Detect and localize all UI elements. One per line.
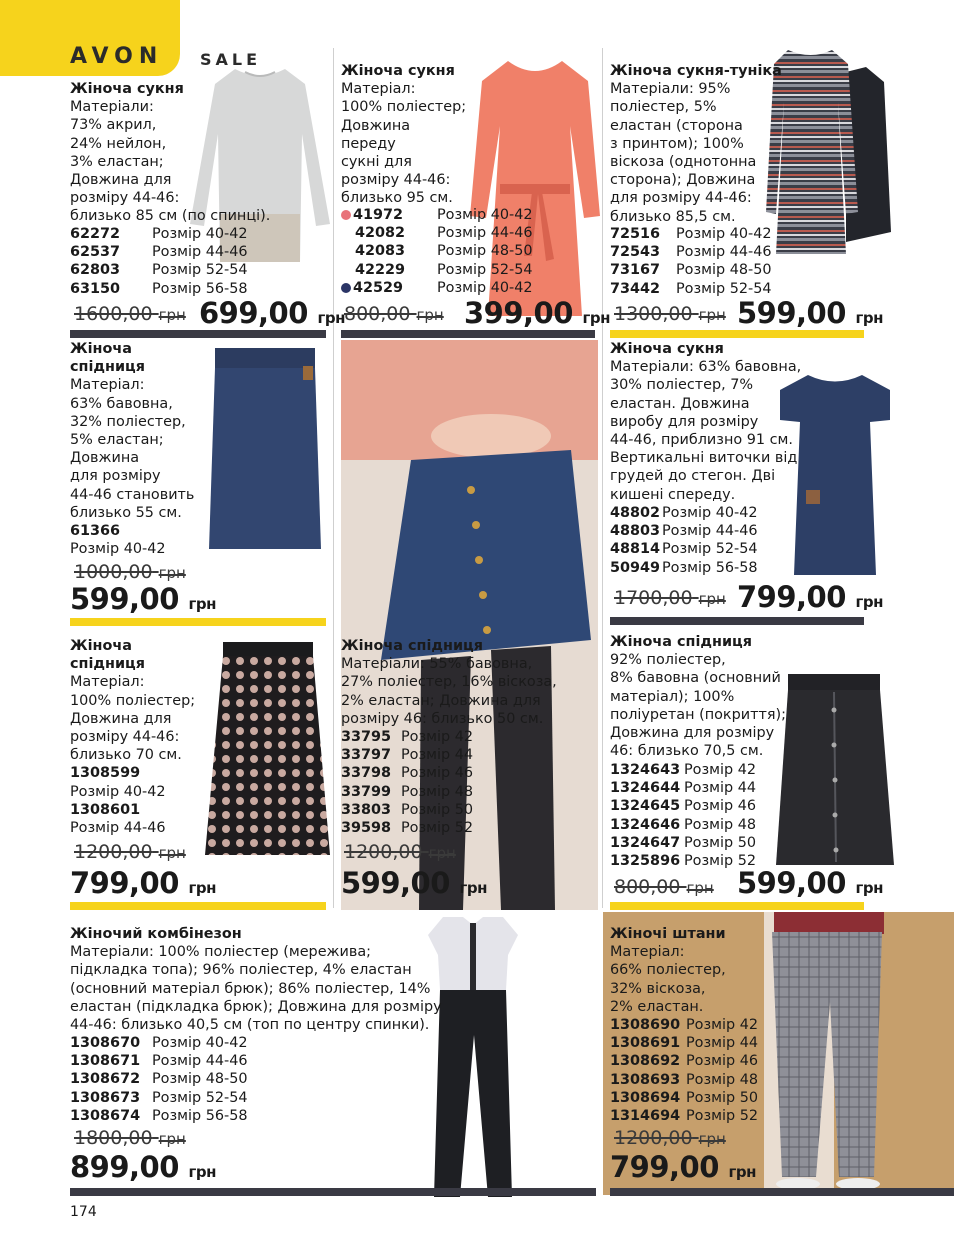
sku-size: Розмір 44-46 [437,225,533,242]
new-price-value: 699,00 [199,296,308,330]
currency: грн [428,844,456,862]
product-9-skus [70,1034,310,1125]
currency: грн [158,306,186,324]
product-desc-line: 27% поліестер, 16% віскоза, [341,674,557,691]
product-desc-line: 100% поліестер; [341,99,467,116]
sku-size: Розмір 52-54 [437,261,533,278]
product-3-text [610,62,782,226]
old-price-value: 1600,00 [74,303,153,325]
sku-size: Розмір 56-58 [152,1107,248,1124]
product-title: Жіноча сукня [610,341,724,357]
new-price-value: 599,00 [737,296,846,330]
sku-row [610,261,810,279]
price-bar [70,618,326,626]
product-desc-line: близько 85,5 см. [610,208,736,225]
sku-size: Розмір 48-50 [152,1071,248,1088]
currency: грн [698,1130,726,1148]
product-8-skus [610,761,810,870]
product-desc-line: Матеріал: [70,377,145,394]
price-bar [70,1188,596,1196]
product-desc-line: розміру 46: близько 50 см. [341,710,544,727]
sku-size: Розмір 42 [401,729,474,745]
product-desc-line: поліестер, 5% [610,99,717,116]
sku-code: 39598 [341,819,392,836]
sku-size: Розмір 44-46 [152,244,248,261]
currency: грн [855,879,883,897]
currency: грн [855,593,883,611]
sku-code: 1324644 [610,780,681,797]
color-swatch-navy[interactable] [341,283,351,293]
denim-pencil-skirt-image [205,344,325,554]
product-7-text [341,637,557,728]
currency: грн [582,309,610,327]
old-price-value: 800,00 [344,303,411,325]
new-price [199,296,345,330]
price-bar [610,902,864,910]
sku-size: Розмір 50 [684,834,757,851]
product-4-text [70,340,194,558]
new-price [70,866,216,900]
product-desc-line: еластан. Довжина [610,395,750,412]
currency: грн [158,564,186,582]
currency: грн [416,306,444,324]
sku-size: Розмір 48 [684,816,757,833]
old-price [74,561,186,583]
sku-size: Розмір 40-42 [70,783,166,800]
sku-row [341,279,591,297]
product-desc-line: Матеріали: [70,99,154,116]
sku-row [341,801,541,819]
product-desc-line: з принтом); 100% [610,135,744,152]
sku-row [70,243,330,261]
product-desc-line: кишені спереду. [610,486,736,503]
product-desc-line: 3% еластан; [70,153,164,170]
product-desc-line: еластан (підкладка брюк); Довжина для розміру [70,998,442,1015]
sku-row [70,261,330,279]
currency: грн [158,1130,186,1148]
product-1-skus [70,225,330,298]
product-desc-line: Довжина для розміру [610,725,775,742]
price-bar [70,330,326,338]
currency: грн [188,595,216,613]
product-title: Жіноча спідниця [610,634,752,650]
old-price-value: 1000,00 [74,561,153,583]
sku-row [341,224,591,242]
sku-code: 1308672 [70,1071,141,1088]
new-price-value: 599,00 [341,866,450,900]
product-desc-line: близько 95 см. [341,190,453,207]
currency: грн [698,306,726,324]
sku-row [610,1052,770,1070]
product-desc-line: 32% віскоза, [610,980,706,997]
sku-code: 1324645 [610,798,681,815]
sku-code: 73442 [610,280,661,297]
currency: грн [188,1163,216,1181]
product-desc-line: Матеріал: [610,944,685,961]
product-3-skus [610,225,810,298]
sku-size: Розмір 52 [401,819,474,836]
sku-row [70,1107,310,1125]
product-desc-line: для розміру [70,468,161,485]
sku-code: 1308692 [610,1053,681,1070]
sku-code: 48803 [610,523,661,540]
sku-size: Розмір 52 [686,1107,759,1124]
sku-row [610,559,810,577]
sku-code: 72516 [610,226,661,242]
new-price-value: 599,00 [70,582,179,616]
product-title: Жіноча [70,638,132,654]
product-10-text [610,925,726,1016]
old-price [614,587,726,609]
old-price [614,1127,726,1149]
product-8-text [610,633,786,760]
old-price [74,303,186,325]
sku-size: Розмір 44 [401,747,474,764]
new-price [70,582,216,616]
old-price-value: 800,00 [614,876,681,898]
sku-size: Розмір 44 [686,1035,759,1052]
sku-code: 1308670 [70,1035,141,1051]
product-desc-line: розміру 44-46: [341,172,451,189]
sku-code: 33798 [341,765,392,782]
sku-size: Розмір 52-54 [662,541,758,558]
currency: грн [188,879,216,897]
product-desc-line: Вертикальні виточки від [610,450,798,467]
product-desc-line: Матеріал: [341,81,416,98]
sku-code: 48814 [610,541,661,558]
column-divider [333,48,334,908]
sku-code: 1324646 [610,816,681,833]
product-5-skus [610,504,810,577]
sku-size: Розмір 44-46 [70,820,166,837]
sku-code: 42083 [355,243,406,260]
sku-row [610,1107,770,1125]
sku-code: 1308599 [70,765,141,782]
currency: грн [459,879,487,897]
product-title: спідниця [70,359,145,376]
old-price-value: 1200,00 [614,1127,693,1149]
sku-size: Розмір 56-58 [152,280,248,297]
sku-code: 1324643 [610,762,681,778]
product-desc-line: еластан (сторона [610,117,743,134]
sku-row [70,1089,310,1107]
product-10-skus [610,1016,770,1125]
old-price-value: 1700,00 [614,587,693,609]
product-desc-line: 2% еластан; Довжина для [341,692,541,709]
sku-row [70,1034,310,1052]
product-desc-line: сукні для [341,154,412,171]
sku-size: Розмір 46 [401,765,474,782]
product-desc-line: переду [341,135,396,152]
sku-code: 73167 [610,262,661,279]
sku-row [610,1089,770,1107]
lace-skirt-image [205,640,330,860]
sku-row [610,779,810,797]
old-price-value: 1300,00 [614,303,693,325]
sku-row [610,243,810,261]
price-bar [341,330,595,338]
sku-code: 50949 [610,559,661,576]
product-desc-line: 32% поліестер, [70,413,186,430]
old-price [74,841,186,863]
product-desc-line: 30% поліестер, 7% [610,377,754,394]
product-desc-line: 44-46, приблизно 91 см. [610,432,793,449]
new-price-value: 599,00 [737,866,846,900]
product-desc-line: підкладка топа); 96% поліестер, 4% еластан [70,962,412,979]
sku-size: Розмір 44-46 [676,244,772,261]
new-price-value: 399,00 [464,296,573,330]
sku-code: 33797 [341,747,392,764]
sku-row [341,242,591,260]
sku-row [341,783,541,801]
old-price [614,303,726,325]
column-divider [602,48,603,908]
new-price [737,580,883,614]
new-price [341,866,487,900]
section-label: SALE [200,50,262,69]
currency: грн [728,1163,756,1181]
sku-size: Розмір 52-54 [152,1089,248,1106]
product-desc-line: сторона); Довжина [610,172,756,189]
new-price-value: 799,00 [70,866,179,900]
product-desc-line: 63% бавовна, [70,395,173,412]
sku-size: Розмір 50 [401,801,474,818]
product-desc-line: 46: близько 70,5 см. [610,743,764,760]
old-price-value: 1800,00 [74,1127,153,1149]
sku-code: 62803 [70,262,121,279]
currency: грн [317,309,345,327]
product-title: спідниця [70,656,145,673]
sku-size: Розмір 48-50 [437,243,533,260]
product-1-text [70,80,270,226]
sku-size: Розмір 42 [686,1017,759,1033]
trousers-photo [764,912,954,1195]
product-desc-line: близько 55 см. [70,504,182,521]
sku-size: Розмір 52-54 [676,280,772,297]
new-price [737,296,883,330]
product-title: Жіноча [70,341,132,357]
old-price-value: 1200,00 [74,841,153,863]
sku-row [70,1070,310,1088]
sku-row [341,764,541,782]
sku-size: Розмір 46 [686,1053,759,1070]
currency: грн [686,879,714,897]
product-desc-line: 5% еластан; [70,432,164,449]
sku-row [341,261,591,279]
new-price [737,866,883,900]
sku-row [610,797,810,815]
sku-size: Розмір 52 [684,852,757,869]
new-price [70,1150,216,1184]
sku-row [341,819,541,837]
old-price [344,841,456,863]
product-desc-line: матеріал); 100% [610,688,735,705]
sku-code: 42229 [355,261,406,278]
currency: грн [855,309,883,327]
sku-row [610,540,810,558]
price-bar [610,1188,954,1196]
sku-code: 33803 [341,801,392,818]
new-price [610,1150,756,1184]
sku-row [610,225,810,243]
sku-code: 1308601 [70,801,141,818]
product-desc-line: для розміру 44-46: [610,190,752,207]
price-bar [610,617,864,625]
sku-size: Розмір 48 [401,783,474,800]
sku-row [610,504,810,522]
sku-code: 1324647 [610,834,681,851]
color-swatch-coral[interactable] [341,210,351,220]
sku-row [70,225,330,243]
price-bar [610,330,864,338]
product-desc-line: грудей до стегон. Дві [610,468,776,485]
sku-row [610,834,810,852]
sku-row [70,1052,310,1070]
sku-code: 63150 [70,280,121,297]
sku-row [341,746,541,764]
sku-row [610,816,810,834]
old-price [614,876,714,898]
product-desc-line: Матеріал: [70,674,145,691]
product-desc-line: (основний матеріал брюк); 86% поліестер, 14% [70,980,431,997]
product-5-text [610,340,801,504]
product-title: Жіноча сукня-туніка [610,63,782,79]
product-desc-line: 73% акрил, [70,117,157,134]
product-7-skus [341,728,541,837]
sku-size: Розмір 40-42 [70,541,166,558]
sku-code: 33795 [341,729,392,745]
product-desc-line: близько 70 см. [70,747,182,764]
sku-code: 61366 [70,523,121,540]
old-price [74,1127,186,1149]
product-desc-line: 66% поліестер, [610,962,726,979]
product-desc-line: 8% бавовна (основний [610,670,781,687]
product-2-text [341,62,466,208]
page-number: 174 [70,1204,97,1220]
sku-row [341,206,591,224]
sku-row [610,1016,770,1034]
sku-size: Розмір 44-46 [152,1053,248,1070]
sku-code: 1308671 [70,1053,141,1070]
product-desc-line: Довжина [70,450,140,467]
product-desc-line: 44-46 становить [70,486,195,503]
sku-size: Розмір 40-42 [152,1035,248,1051]
product-title: Жіночі штани [610,926,726,942]
sku-code: 1308674 [70,1107,141,1124]
sku-size: Розмір 56-58 [662,559,758,576]
product-desc-line: Матеріали: 95% [610,81,731,98]
sku-row [610,1071,770,1089]
sku-size: Розмір 52-54 [152,262,248,279]
sku-size: Розмір 48 [686,1071,759,1088]
sku-code: 42082 [355,225,406,242]
new-price-value: 799,00 [610,1150,719,1184]
sku-code: 72543 [610,244,661,261]
product-6-text [70,637,195,837]
old-price-value: 1200,00 [344,841,423,863]
product-desc-line: 100% поліестер; [70,692,196,709]
sku-row [341,728,541,746]
product-desc-line: Матеріали: 55% бавовна, [341,656,533,673]
sku-size: Розмір 44-46 [662,523,758,540]
sku-code: 1308691 [610,1035,681,1052]
sku-size: Розмір 48-50 [676,262,772,279]
sku-size: Розмір 40-42 [662,505,758,521]
product-desc-line: 44-46: близько 40,5 см (топ по центру спинки). [70,1017,430,1034]
new-price-value: 799,00 [737,580,846,614]
product-desc-line: Довжина для [70,172,172,189]
product-desc-line: близько 85 см (по спинці). [70,208,271,225]
sku-size: Розмір 46 [684,798,757,815]
price-bar [70,902,326,910]
product-9-text [70,925,442,1034]
product-title: Жіноча сукня [70,81,184,97]
currency: грн [698,590,726,608]
new-price-value: 899,00 [70,1150,179,1184]
product-desc-line: розміру 44-46: [70,190,180,207]
sku-size: Розмір 42 [684,762,757,778]
product-desc-line: 24% нейлон, [70,135,167,152]
sku-code: 42529 [353,279,404,296]
sku-code: 1308694 [610,1089,681,1106]
sku-size: Розмір 40-42 [152,226,248,242]
sku-size: Розмір 50 [686,1089,759,1106]
sku-code: 1308673 [70,1089,141,1106]
product-desc-line: виробу для розміру [610,413,759,430]
currency: грн [158,844,186,862]
product-desc-line: Довжина для [70,710,172,727]
sku-code: 62272 [70,226,121,242]
brand-logo: AVON [70,44,164,69]
product-2-skus [341,206,591,297]
product-desc-line: 2% еластан. [610,998,704,1015]
sku-size: Розмір 40-42 [437,207,533,223]
product-title: Жіноча спідниця [341,638,483,654]
sku-code: 33799 [341,783,392,800]
product-desc-line: 92% поліестер, [610,652,726,669]
sku-size: Розмір 40-42 [437,279,533,296]
new-price [464,296,610,330]
product-title: Жіночий комбінезон [70,926,242,942]
product-desc-line: віскоза (однотонна [610,154,757,171]
sku-row [610,761,810,779]
product-desc-line: Матеріали: 63% бавовна, [610,359,802,376]
sku-row [610,522,810,540]
sku-size: Розмір 40-42 [676,226,772,242]
old-price [344,303,444,325]
sku-code: 1308693 [610,1071,681,1088]
sku-code: 62537 [70,244,121,261]
product-desc-line: поліуретан (покриття); [610,706,786,723]
sku-row [610,1034,770,1052]
sku-code: 1325896 [610,852,681,869]
model-photo [764,912,954,1195]
product-desc-line: Матеріали: 100% поліестер (мережива; [70,944,372,961]
sku-code: 41972 [353,207,404,223]
sku-code: 1308690 [610,1017,681,1033]
sku-code: 48802 [610,505,661,521]
sku-size: Розмір 44 [684,780,757,797]
sku-code: 1314694 [610,1107,681,1124]
product-desc-line: розміру 44-46: [70,729,180,746]
product-desc-line: Довжина [341,117,411,134]
product-title: Жіноча сукня [341,63,455,79]
